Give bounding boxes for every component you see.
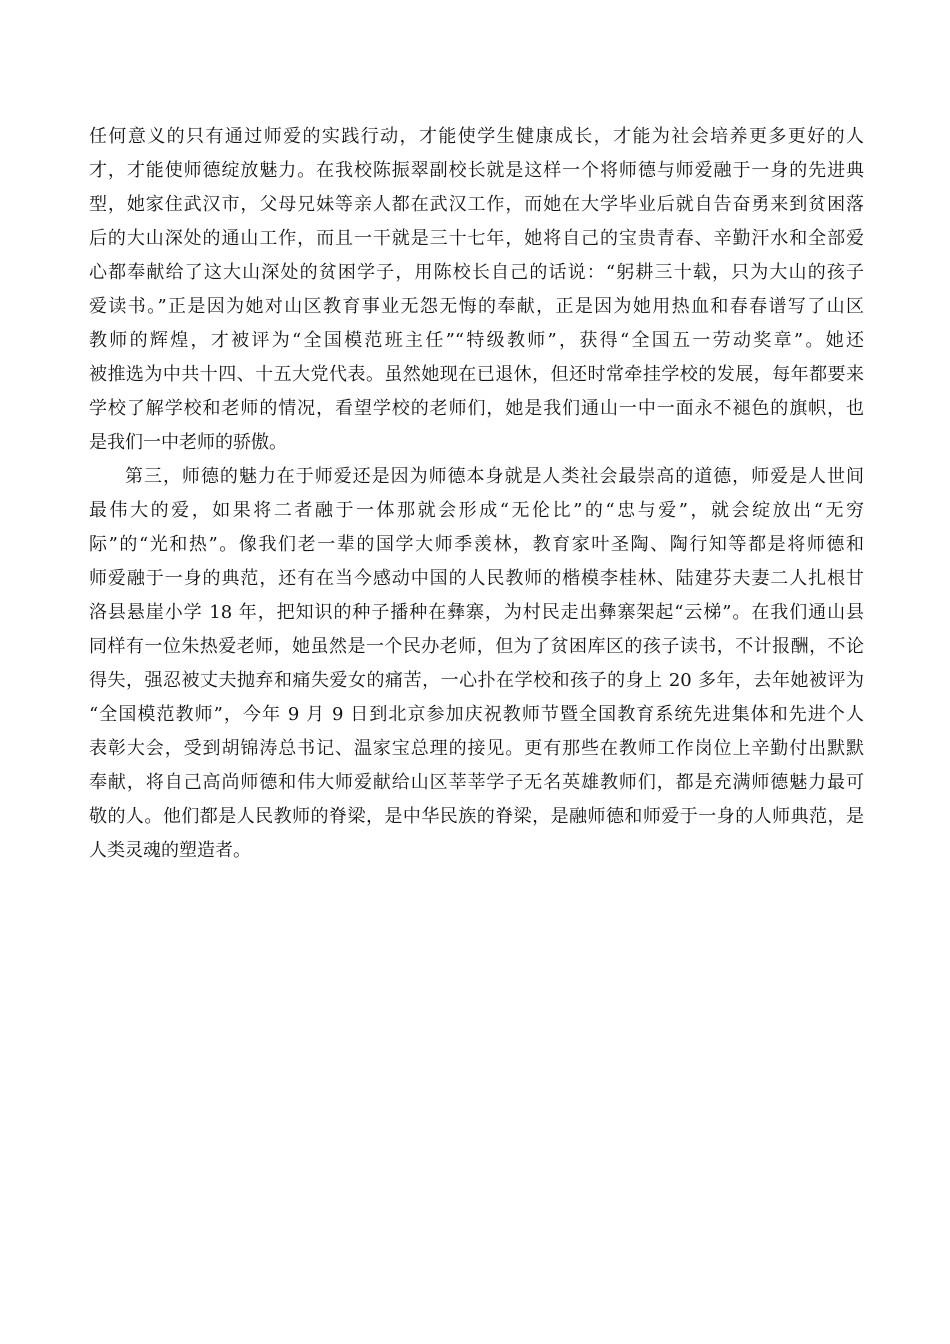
paragraph-1 xyxy=(89,120,864,460)
text-line: 被推选为中共十四、十五大党代表。虽然她现在已退休，但还时常牵挂学校的发展，每年都要来 xyxy=(89,364,864,385)
text-line: 师爱融于一身的典范，还有在当今感动中国的人民教师的楷模李桂林、陆建芬夫妻二人扎根甘 xyxy=(89,568,864,589)
text-line: 得失，强忍被丈夫抛弃和痛失爱女的痛苦，一心扑在学校和孩子的身上 20 多年，去年她被评为 xyxy=(89,670,864,691)
text-line: 学校了解学校和老师的情况，看望学校的老师们，她是我们通山一中一面永不褪色的旗帜，也 xyxy=(89,398,864,419)
text-line: 洛县悬崖小学 18 年，把知识的种子播种在彝寨，为村民走出彝寨架起“云梯”。在我们通山县 xyxy=(89,602,864,623)
text-line: 奉献，将自己高尚师德和伟大师爱献给山区莘莘学子无名英雄教师们，都是充满师德魅力最可 xyxy=(89,772,864,793)
text-line: 表彰大会，受到胡锦涛总书记、温家宝总理的接见。更有那些在教师工作岗位上辛勤付出默默 xyxy=(89,738,864,759)
text-line: 第三，师德的魅力在于师爱还是因为师德本身就是人类社会最崇高的道德，师爱是人世间 xyxy=(125,466,864,487)
text-line: 敬的人。他们都是人民教师的脊梁，是中华民族的脊梁，是融师德和师爱于一身的人师典范，是 xyxy=(89,806,864,827)
document-body xyxy=(89,120,864,868)
text-line: 后的大山深处的通山工作，而且一干就是三十七年，她将自己的宝贵青春、辛勤汗水和全部爱 xyxy=(89,228,864,249)
text-line: 心都奉献给了这大山深处的贫困学子，用陈校长自己的话说：“躬耕三十载，只为大山的孩子 xyxy=(89,262,864,283)
paragraph-2 xyxy=(89,460,864,868)
text-line: 教师的辉煌，才被评为“全国模范班主任”“特级教师”，获得“全国五一劳动奖章”。她还 xyxy=(89,330,864,351)
text-line: 是我们一中老师的骄傲。 xyxy=(89,432,287,453)
text-line: 型，她家住武汉市，父母兄妹等亲人都在武汉工作，而她在大学毕业后就自告奋勇来到贫困落 xyxy=(89,194,864,215)
text-line: 最伟大的爱，如果将二者融于一体那就会形成“无伦比”的“忠与爱”，就会绽放出“无穷 xyxy=(89,500,864,521)
text-line: “全国模范教师”，今年 9 月 9 日到北京参加庆祝教师节暨全国教育系统先进集体和先进个人 xyxy=(89,704,864,725)
text-line: 人类灵魂的塑造者。 xyxy=(89,840,251,861)
text-line: 际”的“光和热”。像我们老一辈的国学大师季羡林，教育家叶圣陶、陶行知等都是将师德和 xyxy=(89,534,864,555)
text-line: 任何意义的只有通过师爱的实践行动，才能使学生健康成长，才能为社会培养更多更好的人 xyxy=(89,126,864,147)
text-line: 同样有一位朱热爱老师，她虽然是一个民办老师，但为了贫困库区的孩子读书，不计报酬，不论 xyxy=(89,636,864,657)
text-line: 才，才能使师德绽放魅力。在我校陈振翠副校长就是这样一个将师德与师爱融于一身的先进典 xyxy=(89,160,864,181)
text-line: 爱读书。”正是因为她对山区教育事业无怨无悔的奉献，正是因为她用热血和春春谱写了山区 xyxy=(89,296,864,317)
